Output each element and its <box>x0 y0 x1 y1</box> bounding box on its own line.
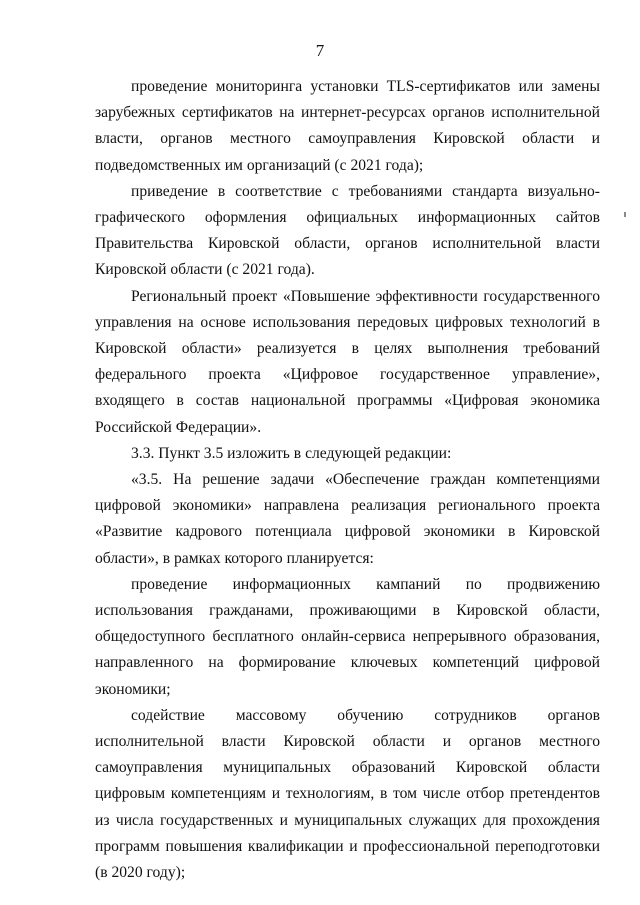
scan-mark <box>624 212 626 217</box>
paragraph-section-3-5: «3.5. На решение задачи «Обеспечение граждан компетенциями цифровой экономики» направлена реализация регионального проекта «Развитие кадрового потенциала цифровой экономики в Кировской области», в рамках которого планируется: <box>95 471 600 567</box>
paragraph-section-3-3: 3.3. Пункт 3.5 изложить в следующей редакции: <box>131 444 452 462</box>
paragraph-information-campaigns: проведение информационных кампаний по продвижению использования гражданами, проживающими в Кировской области, общедоступного бесплатного онлайн-сервиса непрерывного образования, направленного на формирование ключевых компетенций цифровой экономики; <box>95 575 600 698</box>
page-number: 7 <box>315 41 325 60</box>
document-body <box>95 74 600 886</box>
paragraph-website-standards: приведение в соответствие с требованиями стандарта визуально-графического оформления официальных информационных сайтов Правительства Кировской области, органов исполнительной власти Кировской области (с 2021 года). <box>95 182 600 279</box>
paragraph-mass-training: содействие массовому обучению сотрудников органов исполнительной власти Кировской области и органов местного самоуправления муниципальных образований Кировской области цифровым компетенциям и технологиям, в том числе отбор претендентов из числа государственных и муниципальных служащих для прохождения программ повышения квалификации и профессиональной переподготовки (в 2020 году); <box>95 706 600 882</box>
paragraph-tls-monitoring: проведение мониторинга установки TLS-сертификатов или замены зарубежных сертификатов на интернет-ресурсах органов исполнительной власти, органов местного самоуправления Кировской области и подведомственных им организаций (с 2021 года); <box>95 78 600 174</box>
paragraph-regional-project-governance: Региональный проект «Повышение эффективности государственного управления на основе использования передовых цифровых технологий в Кировской области» реализуется в целях выполнения требований федерального проекта «Цифровое государственное управление», входящего в состав национальной программы «Цифровая экономика Российской Федерации». <box>95 287 600 436</box>
